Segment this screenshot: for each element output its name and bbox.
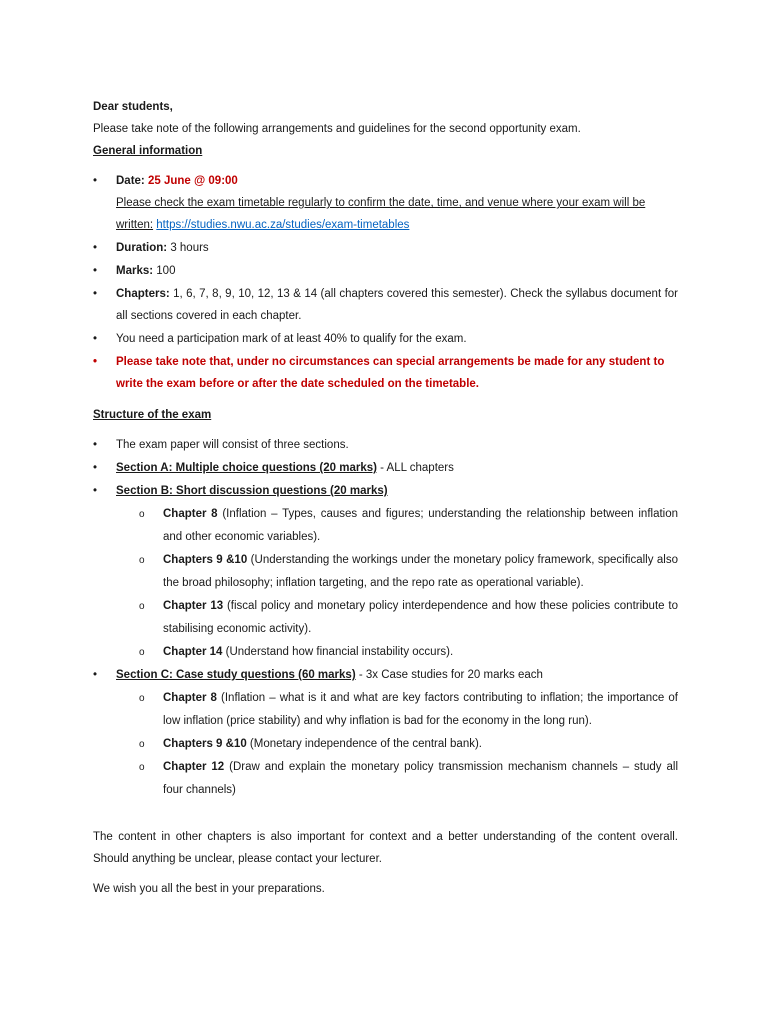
structure-heading: Structure of the exam [93, 409, 212, 421]
duration-value: 3 hours [170, 242, 209, 254]
bullet-chapters [93, 283, 678, 327]
section-c-item-label: Chapter 12 [163, 761, 225, 773]
intro-text: Please take note of the following arrangements and guidelines for the second opportunity exam. [93, 123, 581, 135]
closing-wishes: We wish you all the best in your preparations. [93, 883, 325, 895]
section-c-item-text: (Draw and explain the monetary policy transmission mechanism channels – study all four channels) [163, 761, 679, 796]
bullet-dot: • [93, 242, 98, 254]
section-c-item-text: (Monetary independence of the central bank). [246, 738, 482, 750]
section-c-rest: - 3x Case studies for 20 marks each [355, 669, 543, 681]
section-b-label: Section B: Short discussion questions (20 marks) [116, 485, 388, 497]
bullet-warning [93, 351, 678, 395]
duration-label: Duration: [116, 242, 168, 254]
section-c-item-label: Chapters 9 &10 [163, 738, 247, 750]
greeting: Dear students, [93, 101, 173, 113]
section-b-item-label: Chapter 14 [163, 646, 223, 658]
marks-label: Marks: [116, 265, 154, 277]
date-value: 25 June @ 09:00 [147, 175, 238, 187]
bullet-dot: • [93, 439, 98, 451]
bullet-dot: • [93, 175, 98, 187]
bullet-dot: • [93, 669, 98, 681]
section-b-item-text: (Inflation – Types, causes and figures; understanding the relationship between inflation and other economic variables). [163, 508, 679, 543]
section-b-item [93, 503, 678, 549]
bullet-dot: • [93, 333, 98, 345]
general-info-heading: General information [93, 145, 203, 157]
bullet-dot: • [93, 288, 98, 300]
section-c-item [93, 687, 678, 733]
bullet-section-c [93, 664, 678, 686]
sub-bullet: o [139, 762, 145, 773]
section-b-item-text: (fiscal policy and monetary policy interdependence and how these policies contribute to stabilising economic activity). [163, 600, 679, 635]
bullet-date [93, 170, 678, 236]
section-c-item-text: (Inflation – what is it and what are key factors contributing to inflation; the importance of low inflation (price stability) and why inflation is bad for the economy in the long run). [163, 692, 678, 727]
chapters-label: Chapters: [116, 288, 170, 300]
structure-intro-text: The exam paper will consist of three sections. [116, 439, 349, 451]
section-a-rest: - ALL chapters [376, 462, 454, 474]
section-b-item [93, 641, 678, 664]
section-b-item [93, 549, 678, 595]
marks-value: 100 [156, 265, 176, 277]
bullet-structure-intro [93, 434, 678, 456]
timetable-check-text: Please check the exam timetable regularly to confirm the date, time, and venue where your exam will be written: [116, 197, 646, 231]
section-c-item [93, 756, 678, 802]
timetable-link[interactable]: https://studies.nwu.ac.za/studies/exam-timetables [156, 219, 410, 231]
closing-paragraph: The content in other chapters is also important for context and a better understanding of the content overall. Should anything be unclear, please contact your lecturer. [93, 831, 678, 865]
section-b-item-text: (Understanding the workings under the monetary policy framework, specifically also the broad philosophy; inflation targeting, and the repo rate as operational variable). [163, 554, 678, 589]
section-c-label: Section C: Case study questions (60 marks) [116, 669, 356, 681]
sub-bullet: o [139, 601, 145, 612]
bullet-section-a [93, 457, 678, 479]
section-b-item-label: Chapters 9 &10 [163, 554, 248, 566]
warning-text: Please take note that, under no circumstances can special arrangements be made for any student to write the exam before or after the date scheduled on the timetable. [116, 356, 665, 390]
bullet-dot: • [93, 265, 98, 277]
section-b-item-label: Chapter 13 [163, 600, 224, 612]
bullet-section-b [93, 480, 678, 502]
section-b-item-label: Chapter 8 [163, 508, 218, 520]
sub-bullet: o [139, 739, 145, 750]
sub-bullet: o [139, 647, 145, 658]
date-label: Date: [116, 175, 145, 187]
section-b-item [93, 595, 678, 641]
bullet-duration [93, 237, 678, 259]
sub-bullet: o [139, 693, 145, 704]
chapters-value: 1, 6, 7, 8, 9, 10, 12, 13 & 14 (all chapters covered this semester). Check the syllabus document for all sections covered in each chapter. [116, 288, 678, 322]
section-a-label: Section A: Multiple choice questions (20 marks) [116, 462, 377, 474]
section-b-item-text: (Understand how financial instability occurs). [222, 646, 454, 658]
participation-text: You need a participation mark of at least 40% to qualify for the exam. [116, 333, 467, 345]
bullet-participation [93, 328, 678, 350]
bullet-dot: • [93, 356, 98, 368]
document-page [93, 96, 678, 900]
section-c-item-label: Chapter 8 [163, 692, 217, 704]
bullet-dot: • [93, 485, 98, 497]
sub-bullet: o [139, 509, 145, 520]
bullet-dot: • [93, 462, 98, 474]
sub-bullet: o [139, 555, 145, 566]
bullet-marks [93, 260, 678, 282]
section-c-item [93, 733, 678, 756]
